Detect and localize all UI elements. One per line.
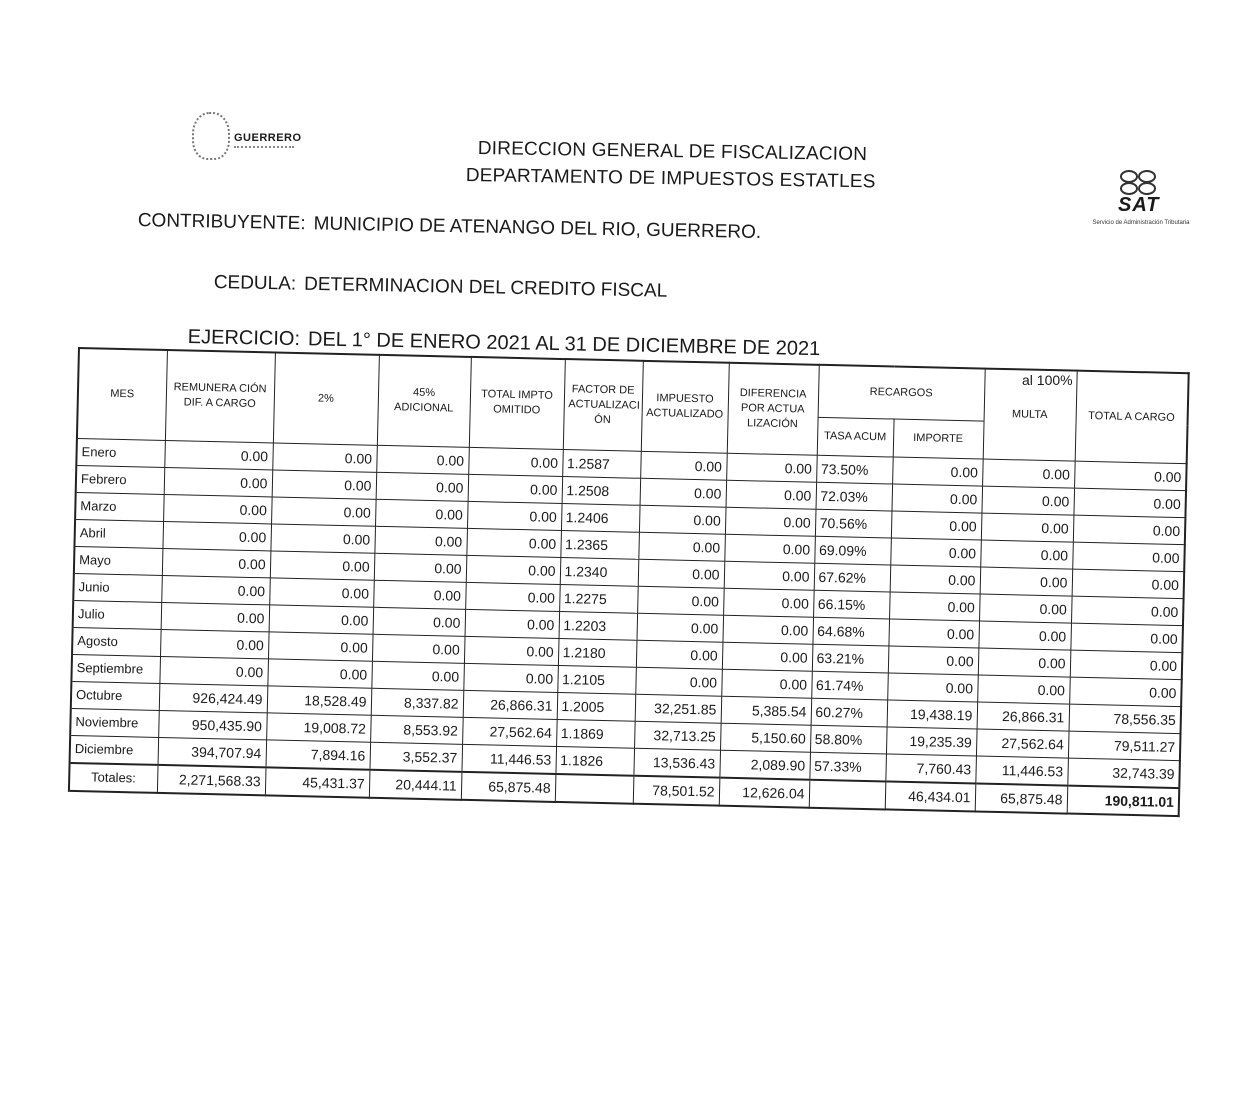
cell-remuneracion: 0.00 xyxy=(160,629,269,658)
cell-2-percent: 0.00 xyxy=(270,523,375,552)
cell-adicional: 3,552.37 xyxy=(369,742,462,772)
cell-remuneracion: 0.00 xyxy=(161,602,270,631)
cell-adicional: 0.00 xyxy=(373,580,466,609)
cell-mes: Abril xyxy=(74,519,163,548)
cell-2-percent: 0.00 xyxy=(272,469,377,498)
header-mes: MES xyxy=(77,348,167,440)
cell-mes: Febrero xyxy=(76,465,165,494)
cell-omitido: 0.00 xyxy=(466,555,561,584)
cell-diferencia: 0.00 xyxy=(722,615,813,644)
cell-impuesto: 0.00 xyxy=(637,586,724,615)
cell-remuneracion: 0.00 xyxy=(164,467,273,496)
cell-total: 79,511.27 xyxy=(1068,731,1181,761)
cell-tasa: 57.33% xyxy=(809,752,886,781)
cell-total: 0.00 xyxy=(1072,542,1185,572)
cell-total: 32,743.39 xyxy=(1067,758,1180,788)
cell-importe: 0.00 xyxy=(890,564,981,593)
cell-omitido: 11,446.53 xyxy=(461,744,556,774)
cell-diferencia: 0.00 xyxy=(724,561,815,590)
cell-importe: 19,438.19 xyxy=(887,699,978,728)
header-subtitle: DEPARTAMENTO DE IMPUESTOS ESTATLES xyxy=(465,165,876,193)
cell-mes: Julio xyxy=(73,600,162,629)
header-impuesto: IMPUESTO ACTUALIZADO xyxy=(641,361,729,453)
cell-impuesto: 0.00 xyxy=(638,559,725,588)
cell-diferencia: 0.00 xyxy=(724,534,815,563)
credit-table xyxy=(68,347,1190,817)
cell-tasa: 66.15% xyxy=(813,590,890,619)
cell-adicional: 0.00 xyxy=(372,634,465,663)
total-a-cargo: 190,811.01 xyxy=(1067,785,1180,816)
cell-mes: Septiembre xyxy=(71,654,160,683)
cell-total: 0.00 xyxy=(1071,596,1184,626)
cell-mes: Noviembre xyxy=(70,708,159,737)
ejercicio-value: DEL 1° DE ENERO 2021 AL 31 DE DICIEMBRE DE 2021 xyxy=(307,328,821,361)
total-tasa xyxy=(809,779,886,809)
cell-adicional: 0.00 xyxy=(374,553,467,582)
cell-multa: 0.00 xyxy=(980,540,1073,569)
cell-tasa: 73.50% xyxy=(816,455,893,484)
cell-impuesto: 0.00 xyxy=(638,532,725,561)
cell-2-percent: 7,894.16 xyxy=(266,739,371,769)
cell-total: 0.00 xyxy=(1073,515,1186,545)
cell-multa: 26,866.31 xyxy=(977,701,1070,730)
cell-tasa: 67.62% xyxy=(814,563,891,592)
cell-tasa: 58.80% xyxy=(810,725,887,754)
credit-table-wrapper xyxy=(67,347,1192,870)
totals-label: Totales: xyxy=(69,762,158,792)
cell-omitido: 0.00 xyxy=(464,636,559,665)
cell-diferencia: 5,150.60 xyxy=(720,723,811,752)
total-2-percent: 45,431.37 xyxy=(265,767,370,797)
cell-2-percent: 19,008.72 xyxy=(266,712,371,741)
header-importe: IMPORTE xyxy=(893,419,984,459)
cell-total: 0.00 xyxy=(1070,623,1183,653)
cell-multa: 0.00 xyxy=(978,648,1071,677)
total-remuneracion: 2,271,568.33 xyxy=(157,764,266,794)
cell-multa: 0.00 xyxy=(978,621,1071,650)
cell-multa: 11,446.53 xyxy=(975,755,1068,785)
cell-tasa: 61.74% xyxy=(811,671,888,700)
cell-adicional: 0.00 xyxy=(371,661,464,690)
header-omitido: TOTAL IMPTO OMITIDO xyxy=(469,357,565,449)
header-diferencia: DIFERENCIA POR ACTUA LIZACIÓN xyxy=(727,363,819,455)
cell-diferencia: 0.00 xyxy=(723,588,814,617)
cell-mes: Junio xyxy=(73,573,162,602)
cell-total: 0.00 xyxy=(1073,488,1186,518)
cell-impuesto: 32,713.25 xyxy=(634,721,721,750)
cell-importe: 0.00 xyxy=(892,457,983,486)
cell-mes: Marzo xyxy=(75,492,164,521)
cell-impuesto: 0.00 xyxy=(640,451,727,480)
cell-mes: Mayo xyxy=(74,546,163,575)
cell-2-percent: 0.00 xyxy=(272,442,377,471)
cell-importe: 0.00 xyxy=(889,591,980,620)
cell-omitido: 27,562.64 xyxy=(462,717,557,746)
cell-impuesto: 0.00 xyxy=(636,640,723,669)
header-title: DIRECCION GENERAL DE FISCALIZACION xyxy=(477,138,868,166)
cell-2-percent: 0.00 xyxy=(269,604,374,633)
cell-importe: 19,235.39 xyxy=(886,726,977,755)
cell-adicional: 0.00 xyxy=(374,526,467,555)
cell-factor: 1.2005 xyxy=(557,692,636,721)
total-multa: 65,875.48 xyxy=(975,783,1068,813)
cell-tasa: 63.21% xyxy=(812,644,889,673)
cell-omitido: 26,866.31 xyxy=(463,690,558,719)
cell-adicional: 0.00 xyxy=(376,472,469,501)
cell-mes: Agosto xyxy=(72,627,161,656)
cell-2-percent: 18,528.49 xyxy=(267,685,372,714)
header-multa: MULTA xyxy=(983,369,1077,461)
total-omitido: 65,875.48 xyxy=(461,771,556,801)
total-importe: 46,434.01 xyxy=(885,781,976,811)
cell-factor: 1.2340 xyxy=(560,557,639,586)
cedula-label: CEDULA: xyxy=(213,272,297,295)
header-factor: FACTOR DE ACTUALIZACI ÓN xyxy=(563,359,643,451)
total-impuesto: 78,501.52 xyxy=(633,775,720,805)
cell-total: 78,556.35 xyxy=(1069,704,1182,734)
cell-adicional: 8,337.82 xyxy=(371,688,464,717)
cell-adicional: 0.00 xyxy=(376,445,469,474)
cell-impuesto: 0.00 xyxy=(639,505,726,534)
cell-multa: 0.00 xyxy=(981,486,1074,515)
cell-mes: Enero xyxy=(76,438,165,467)
cell-remuneracion: 0.00 xyxy=(162,548,271,577)
contribuyente-line xyxy=(138,210,762,244)
cell-multa: 27,562.64 xyxy=(976,728,1069,757)
header-2-percent: 2% xyxy=(273,352,379,444)
cell-multa: 0.00 xyxy=(982,459,1075,488)
total-factor xyxy=(555,773,634,803)
cell-total: 0.00 xyxy=(1070,650,1183,680)
cell-multa: 0.00 xyxy=(979,594,1072,623)
cedula-value: DETERMINACION DEL CREDITO FISCAL xyxy=(303,273,668,302)
cell-multa: 0.00 xyxy=(981,513,1074,542)
cell-factor: 1.2105 xyxy=(557,665,636,694)
cell-tasa: 64.68% xyxy=(812,617,889,646)
sat-rings-icon xyxy=(1118,168,1158,194)
cell-importe: 0.00 xyxy=(887,672,978,701)
cell-remuneracion: 0.00 xyxy=(162,521,271,550)
header-tasa: TASA ACUM xyxy=(817,417,894,457)
cell-factor: 1.2406 xyxy=(561,503,640,532)
total-diferencia: 12,626.04 xyxy=(719,777,810,807)
cell-omitido: 0.00 xyxy=(465,582,560,611)
cell-adicional: 0.00 xyxy=(373,607,466,636)
cell-mes: Octubre xyxy=(71,681,160,710)
cell-importe: 0.00 xyxy=(888,645,979,674)
cell-diferencia: 0.00 xyxy=(726,480,817,509)
cell-impuesto: 13,536.43 xyxy=(633,748,720,777)
cell-2-percent: 0.00 xyxy=(269,577,374,606)
cell-factor: 1.1869 xyxy=(556,719,635,748)
sat-logo-tag: Servicio de Administración Tributaria xyxy=(1092,220,1190,226)
cell-2-percent: 0.00 xyxy=(270,550,375,579)
header-remuneracion: REMUNERA CIÓN DIF. A CARGO xyxy=(165,350,275,442)
contribuyente-label: CONTRIBUYENTE: xyxy=(137,210,306,235)
sat-logo-text: SAT xyxy=(1118,194,1160,216)
cell-2-percent: 0.00 xyxy=(271,496,376,525)
cell-factor: 1.2203 xyxy=(559,611,638,640)
cell-tasa: 69.09% xyxy=(814,536,891,565)
ejercicio-label: EJERCICIO: xyxy=(187,326,301,351)
cell-omitido: 0.00 xyxy=(468,474,563,503)
cell-factor: 1.2587 xyxy=(562,449,641,478)
cell-importe: 0.00 xyxy=(891,510,982,539)
header-adicional: 45% ADICIONAL xyxy=(377,355,471,447)
cell-impuesto: 0.00 xyxy=(637,613,724,642)
guerrero-logo xyxy=(190,108,310,160)
cell-remuneracion: 0.00 xyxy=(161,575,270,604)
total-adicional: 20,444.11 xyxy=(369,769,462,799)
cell-omitido: 0.00 xyxy=(465,609,560,638)
cell-omitido: 0.00 xyxy=(463,663,558,692)
cell-tasa: 70.56% xyxy=(815,509,892,538)
guerrero-logo-text: GUERRERO xyxy=(234,132,302,144)
cell-adicional: 8,553.92 xyxy=(370,715,463,744)
cell-remuneracion: 394,707.94 xyxy=(158,737,267,767)
header-recargos: RECARGOS xyxy=(818,365,985,421)
header-total: TOTAL A CARGO xyxy=(1075,371,1189,464)
cell-impuesto: 0.00 xyxy=(635,667,722,696)
cell-factor: 1.2508 xyxy=(562,476,641,505)
contribuyente-value: MUNICIPIO DE ATENANGO DEL RIO, GUERRERO. xyxy=(313,213,762,243)
cell-tasa: 72.03% xyxy=(816,482,893,511)
cell-diferencia: 0.00 xyxy=(722,642,813,671)
cell-factor: 1.2275 xyxy=(559,584,638,613)
cell-tasa: 60.27% xyxy=(811,698,888,727)
cell-omitido: 0.00 xyxy=(468,447,563,476)
cell-remuneracion: 950,435.90 xyxy=(158,710,267,739)
cell-factor: 1.1826 xyxy=(555,746,634,775)
cell-omitido: 0.00 xyxy=(467,501,562,530)
cell-diferencia: 0.00 xyxy=(725,507,816,536)
cell-impuesto: 0.00 xyxy=(640,478,727,507)
cell-multa: 0.00 xyxy=(977,674,1070,703)
cell-diferencia: 5,385.54 xyxy=(721,696,812,725)
cell-impuesto: 32,251.85 xyxy=(635,694,722,723)
cell-2-percent: 0.00 xyxy=(267,658,372,687)
cell-factor: 1.2365 xyxy=(560,530,639,559)
cell-diferencia: 2,089.90 xyxy=(719,750,810,780)
cell-mes: Diciembre xyxy=(70,735,159,764)
cell-diferencia: 0.00 xyxy=(726,453,817,482)
cell-omitido: 0.00 xyxy=(466,528,561,557)
cell-total: 0.00 xyxy=(1072,569,1185,599)
sat-logo xyxy=(1078,168,1202,260)
cell-remuneracion: 0.00 xyxy=(163,494,272,523)
cell-diferencia: 0.00 xyxy=(721,669,812,698)
cell-total: 0.00 xyxy=(1074,461,1187,491)
cell-multa: 0.00 xyxy=(980,567,1073,596)
cell-factor: 1.2180 xyxy=(558,638,637,667)
cell-importe: 0.00 xyxy=(888,618,979,647)
cell-importe: 0.00 xyxy=(890,537,981,566)
cell-remuneracion: 0.00 xyxy=(159,656,268,685)
cell-importe: 7,760.43 xyxy=(885,753,976,783)
cell-importe: 0.00 xyxy=(892,484,983,513)
cedula-line xyxy=(214,272,668,303)
al-100-note: al 100% xyxy=(1022,372,1073,388)
cell-remuneracion: 926,424.49 xyxy=(159,683,268,712)
cell-remuneracion: 0.00 xyxy=(164,440,273,469)
cell-2-percent: 0.00 xyxy=(268,631,373,660)
state-emblem-icon xyxy=(192,112,230,160)
cell-total: 0.00 xyxy=(1069,677,1182,707)
cell-adicional: 0.00 xyxy=(375,499,468,528)
